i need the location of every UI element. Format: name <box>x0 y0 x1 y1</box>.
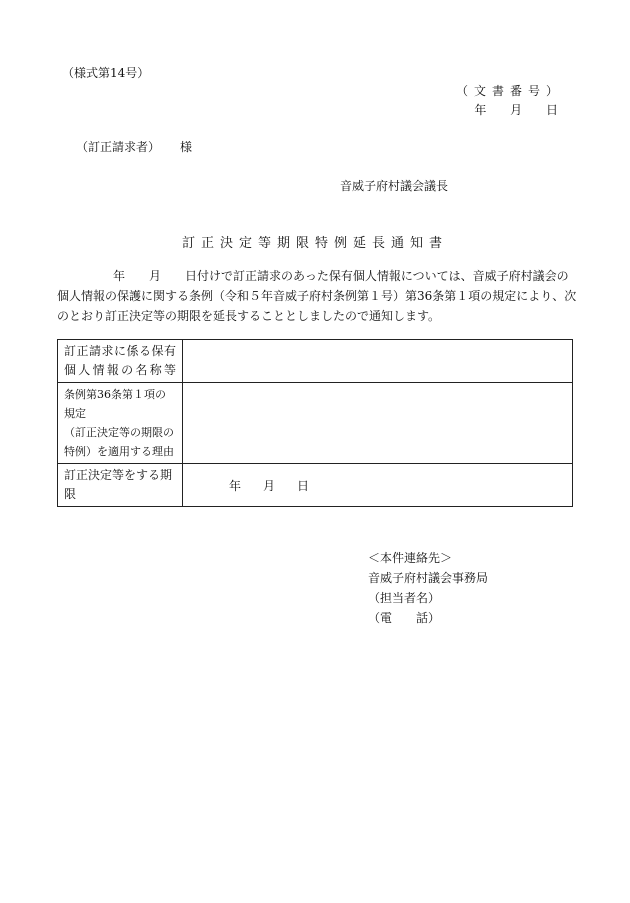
body-year: 年 <box>113 269 126 283</box>
addressee <box>76 138 192 155</box>
addressee-name: （訂正請求者） <box>76 140 161 154</box>
addressee-honorific: 様 <box>180 140 193 154</box>
document-number: （文書番号） <box>455 84 564 98</box>
body-text: 日付けで訂正請求のあった保有個人情報については、音威子府村議会の個人情報の保護に関する条例（令和５年音威子府村条例第１号）第36条第１項の規定により、次のとおり訂正決定等の期限を延長することとしましたので通知します。 <box>57 269 577 323</box>
document-date: 年 月 日 <box>474 103 558 117</box>
body-paragraph <box>57 266 577 326</box>
sender-name: 音威子府村議会議長 <box>339 179 448 193</box>
row1-label: 訂正請求に係る保有 個人情報の名称等 <box>58 340 183 383</box>
contact-phone: （電 話） <box>368 611 441 625</box>
body-month: 月 <box>149 269 162 283</box>
document-title: 訂正決定等期限特例延長通知書 <box>181 236 448 251</box>
contact-office: 音威子府村議会事務局 <box>368 571 489 585</box>
row1-value <box>183 340 573 383</box>
table-row <box>58 383 573 464</box>
table-row <box>58 340 573 383</box>
row2-value <box>183 383 573 464</box>
contact-block <box>368 548 488 628</box>
row3-label: 訂正決定等をする期限 <box>58 464 183 507</box>
form-number: （様式第14号） <box>62 66 150 80</box>
table-row <box>58 464 573 507</box>
deadline-value: 年 月 日 <box>183 464 573 507</box>
row2-label: 条例第36条第１項の規定 （訂正決定等の期限の 特例）を適用する理由 <box>58 383 183 464</box>
contact-person: （担当者名） <box>368 591 441 605</box>
info-table <box>57 339 573 507</box>
contact-heading: ＜本件連絡先＞ <box>368 551 453 565</box>
